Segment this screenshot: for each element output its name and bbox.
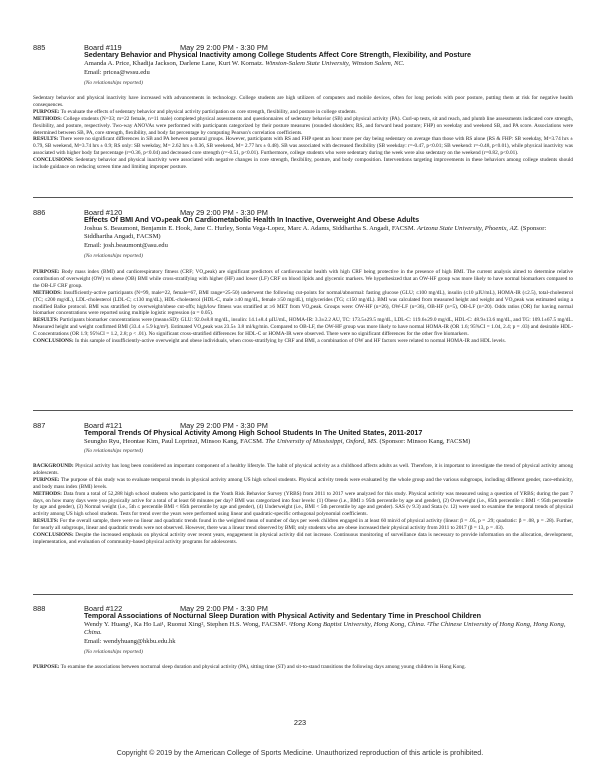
affiliation: ¹Hong Kong Baptist University, Hong Kong, China. ²The Chinese University of Hong Kong, Hong Kong, China. [84,621,566,636]
results-paragraph: RESULTS: For the overall sample, there were no linear and quadratic trends found in the weighted mean of number of days per week children engaged in at least 60 min/d of physical activity (linear: β = .05, p = .29; quadratic: β = .08, p = .28). Further, for nearly all subgroups, linear and quadratic trends were not observed. However, there was a linear trend observed by BMI; only students who are obese increased their physical activity from 2011 to 2017 (β = 13, p = .03). [33,518,573,532]
abstract-title: Temporal Trends Of Physical Activity Among High School Students In The United States, 2011-2017 [84,428,423,437]
author-email: Email: wendyhuang@hkbu.edu.hk [84,638,176,645]
session-datetime: May 29 2:00 PM - 3:30 PM [180,604,268,613]
session-datetime: May 29 2:00 PM - 3:30 PM [180,421,268,430]
conclusions-paragraph: CONCLUSIONS: Despite the increased emphasis on physical activity over recent years, engagement in physical activity did not increase. Continuous monitoring of surveillance data is necessary to provide information on the allocation, development, implementation, and evaluation of community-based physical activity programs for adolescents. [33,532,573,545]
abstract-authors [84,438,574,446]
disclosure-note: (No relationships reported) [84,253,143,259]
conclusions-paragraph: CONCLUSIONS: In this sample of insufficiently-active overweight and obese individuals, when cross-stratifying by CRF and BMI, a combination of OW and HF factors were related to normal HOMA-IR and HDL levels. [33,338,506,345]
author-list: Joshua S. Beaumont, Benjamin E. Hook, Jane C. Hurley, Sonia Vega-Lopez, Marc A. Adams, Siddhartha S. Angadi, FACSM. [84,225,416,232]
abstract-body [33,463,573,546]
board-number: Board #122 [84,604,123,613]
abstract-body [33,95,573,171]
abstract-title: Effects Of BMI And VO₂peak On Cardiometabolic Health In Inactive, Overweight And Obese Adults [84,215,420,224]
divider [33,197,573,198]
conclusions-paragraph: CONCLUSIONS: Sedentary behavior and physical inactivity were associated with negative changes in core strength, flexibility, posture, and body composition. Interventions targeting improvements in these behaviors among college students should include guidance on reducing screen time and limiting improper posture. [33,157,573,171]
purpose-paragraph: PURPOSE: To examine the associations between nocturnal sleep duration and physical activity (PA), sitting time (ST) and sit-to-stand transitions the following days among young children in Hong Kong. [33,664,466,670]
board-number: Board #121 [84,421,123,430]
author-email: Email: pricea@wssu.edu [84,69,150,76]
abstract-authors [84,621,574,637]
methods-paragraph: METHODS: College students (N=33; m=22 female, n=11 male) completed physical assessments and questionnaires of sedentary behavior (SB) and physical activity (PA). Curl-up tests, sit and reach, and plumb line assessments indicated core strength, flexibility, and posture, respectively. Two-way ANOVAs were performed with participants categorized by their posture measures (rounded shoulders; RS, and forward head posture; FHP) on weekday and weekend SB, and PA score. Associations were determined between SB, PA, core strength, flexibility, and body fat percentage by computing Pearson's correlation coefficients. [33,115,573,136]
abstract-authors [84,225,574,241]
affiliation: Winston-Salem State University, Winston Salem, NC. [265,60,405,67]
session-datetime: May 29 2:00 PM - 3:30 PM [180,208,268,217]
author-list: Seungho Ryu, Heontae Kim, Paul Loprinzi, Minsoo Kang, FACSM. [84,438,264,445]
page-number: 223 [293,718,307,727]
sponsor: (Sponsor: Siddhartha Angadi, FACSM) [84,225,547,240]
intro-paragraph: Sedentary behavior and physical inactivity have increased with advancements in technology. College students are high utilizers of computers and mobile devices, often for long periods with poor posture, putting them at risk for negative health consequences. [33,95,573,108]
purpose-paragraph: PURPOSE: Body mass index (BMI) and cardiorespiratory fitness (CRF; VO₂peak) are significant predictors of cardiovascular health with high CRF being protective in the presence of high BMI. The current analysis aimed to determine relative contribution of overweight (OW) vs obese (OB) BMI while cross-stratifying with higher (HF) and lower (LF) CRF on blood lipids and glycemic markers. We hypothesized that an OW-HF group was more likely to have normal biomarkers compared to the OB-LF CRF group. [33,269,573,289]
affiliation: The University of Mississippi, Oxford, MS. [265,438,378,445]
abstract-body [33,269,573,345]
session-datetime: May 29 2:00 PM - 3:30 PM [180,43,268,52]
affiliation: Arizona State University, Phoenix, AZ. [417,225,519,232]
methods-paragraph: METHODS: Data from a total of 52,288 high school students who participated in the Youth Risk Behavior Survey (YRBS) from 2011 to 2017 were analyzed for this study. Physical activity was measured using a question of YRBS; during the past 7 days, on how many days were you physically active for a total of at least 60 minutes per day? BMI was categorized into four levels: (1) Obese (i.e., BMI ≥ 95th percentile by age and gender), (2) Overweight (i.e., 85th percentile ≤ BMI < 95th percentile by age and gender), (3) Normal weight (i.e., 5th ≤ percentile BMI < 85th percentile by age and gender), (4) Underweight (i.e., BMI < 5th percentile by age and gender). SAS (v 9.3) and Stata (v. 12) were used to examine the temporal trends of physical activity among US high school students. Tests for trend over the years were performed using linear and quadratic-specific orthogonal polynomial coefficients. [33,490,573,518]
abstract-number: 885 [33,43,46,52]
disclosure-note: (No relationships reported) [84,649,143,655]
copyright-notice: Copyright © 2019 by the American College of Sports Medicine. Unauthorized reproduction of this article is prohibited. [116,749,484,757]
background-paragraph: BACKGROUND: Physical activity has long been considered an important component of a healthy lifestyle. The habit of physical activity as a childhood affects adults as well. Therefore, it is important to investigate the trend of physical activity among adolescents. [33,463,573,476]
results-paragraph: RESULTS: There were no significant differences in SB and PA between postural groups. However, participants with RS and FHP spent an hour more per day being sedentary on average than those with RS alone (RS & FHP: SB weekday, M=3.74 hrs ± 0.79, SB weekend, M=3.74 hrs ± 0.9; RS only: SB weekday, M= 2.62 hrs ± 0.36, SB weekend, M= 2.77 hrs ± 0.48). SB was associated with decreased flexibility (SB weekday: r=-0.47, p<0.01; SB weekend: r=-0.48, p<0.01), while physical inactivity was associated with higher body fat percentage (r=0.36, p<0.04) and decreased core strength (r=-0.51, p<0.01). Furthermore, college students who were sedentary during the week were also sedentary on the weekend (r=0.82, p<0.01). [33,136,573,157]
abstract-authors [84,60,574,68]
board-number: Board #120 [84,208,123,217]
author-email: Email: josh.beaumont@asu.edu [84,242,168,249]
purpose-paragraph: PURPOSE: The purpose of this study was to evaluate temporal trends in physical activity among US high school students. Physical activity trends were evaluated by the whole group and the various subgroups, including different gender, race-ethnicity, and body mass index (BMI) levels. [33,476,573,490]
board-number: Board #119 [84,43,122,52]
abstract-title: Sedentary Behavior and Physical Inactivity among College Students Affect Core Strength, Flexibility, and Posture [84,50,472,59]
disclosure-note: (No relationships reported) [84,80,143,86]
disclosure-note: (No relationships reported) [84,448,143,454]
abstract-body [33,664,573,671]
results-paragraph: RESULTS: Participants biomarker concentrations were (mean±SD): GLU: 92.0±8.8 mg/dL, insulin: 14.1±8.4 µIU/mL, HOMA-IR: 3.3±2.2 AU, TC: 173.5±29.5 mg/dL, LDL-C: 119.6±29.0 mg/dL, HDL-C: 48.9±13.6 mg/dL, and TG: 109.1±67.5 mg/dL. Measured height and weight confirmed BMI (33.4 ± 5.9 kg/m²). Estimated VO₂peak was 23.5± 3.8 ml/kg/min. Compared to OB-LF, the OW-HF group was more likely to have normal HOMA-IR (OR 1.6; 95%CI = 1.04, 2.4; p = .03) and desirable HDL-C concentrations (OR 1.9; 95%CI = 1.2, 2.8; p < .01). No significant cross-stratified differences for HDL-C or HOMA-IR were observed. There were no significant differences for the other five biomarkers. [33,317,573,338]
methods-paragraph: METHODS: Insufficiently-active participants (N=99, male=22, female=67, BMI range=25-50) underwent the following cut-points for normal/abnormal: fasting glucose (GLU; ≤100 mg/dL), insulin (≤10 µIU/mL), HOMA-IR (≤2.5), total-cholesterol (TC; ≤200 mg/dL), LDL-cholesterol (LDL-C; ≤130 mg/dL), HDL-cholesterol (HDL-C, male ≥40 mg/dL, female ≥50 mg/dL), triglycerides (TG; ≤150 mg/dL). BMI was calculated from measured height and weight and VO₂peak was estimated using a modified Balke protocol. BMI was stratified by overweight/obese cut-offs; high/low fitness was stratified at ≥6 MET from VO₂peak. Groups were: OW-HF (n=26), OW-LF (n=36), OB-HF (n=5), OB-LF (n=20). Odds ratios (OR) for having normal biomarker concentrations were reported using multiple logistic regression (α = 0.05). [33,289,573,317]
author-list: Wendy Y. Huang¹, Ka Ho Lai¹, Ruonui Xing², Stephen H.S. Wong, FACSM². [84,621,288,628]
divider [33,594,573,595]
abstract-title: Temporal Associations of Nocturnal Sleep Duration with Physical Activity and Sedentary Time in Preschool Children [84,611,481,620]
divider [33,410,573,411]
abstract-number: 887 [33,421,46,430]
abstract-number: 888 [33,604,46,613]
sponsor: (Sponsor: Minsoo Kang, FACSM) [379,438,471,445]
author-list: Amanda A. Price, Khadija Jackson, Darlene Lane, Kurt W. Kornatz. [84,60,264,67]
abstract-number: 886 [33,208,46,217]
purpose-paragraph: PURPOSE: To evaluate the effects of sedentary behavior and physical activity participation on core strength, flexibility, and posture in college students. [33,108,357,115]
